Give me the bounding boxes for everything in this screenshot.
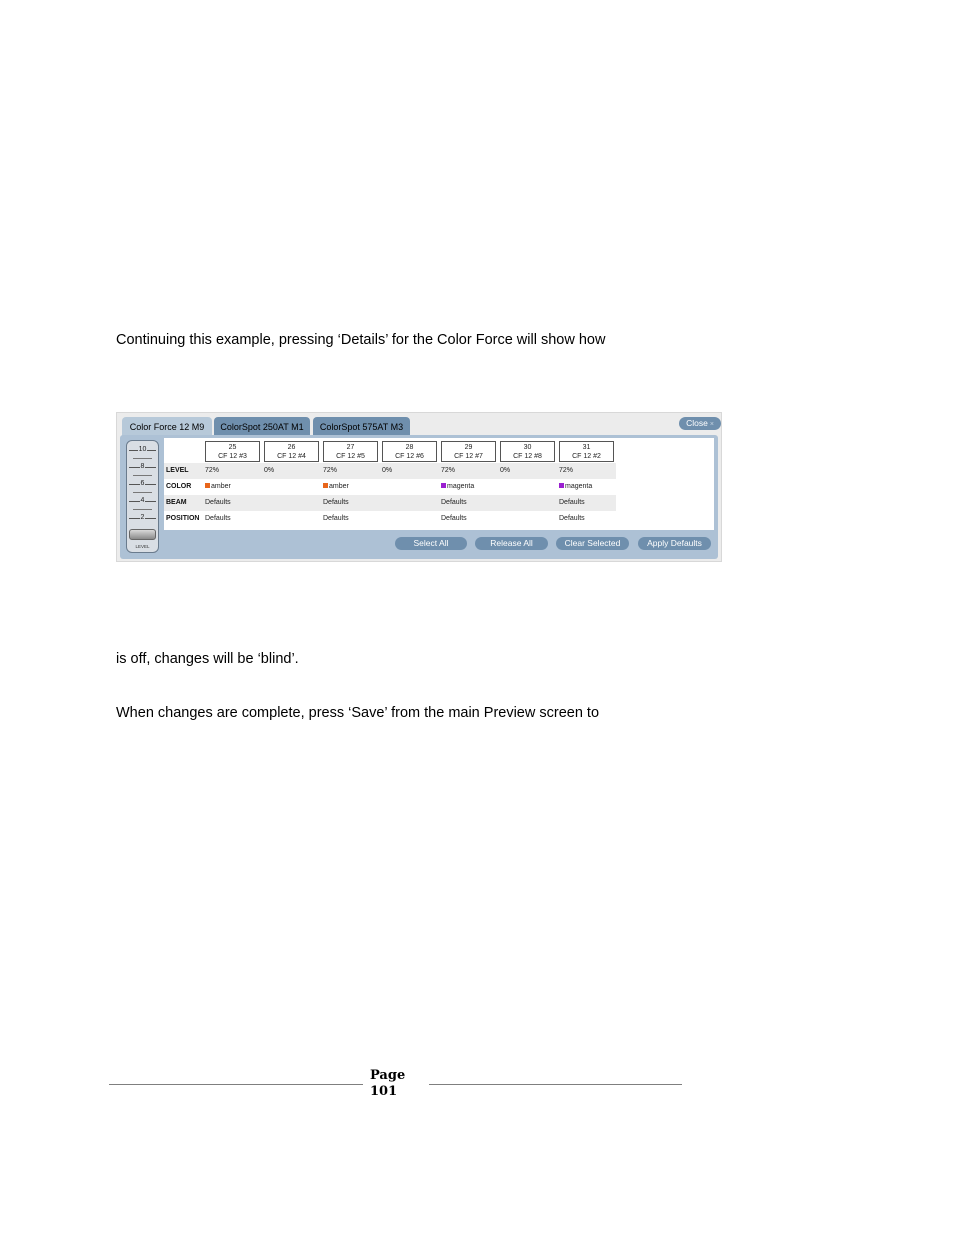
- clear-selected-button[interactable]: Clear Selected: [556, 537, 629, 550]
- details-inner-panel: [120, 435, 718, 559]
- color-value: [205, 479, 231, 495]
- channel-name: CF 12 #3: [218, 453, 247, 460]
- channel-number: 30: [523, 444, 532, 451]
- fader-label: LEVEL: [135, 544, 150, 549]
- channel-box-29[interactable]: [441, 441, 496, 462]
- channel-number: 31: [582, 444, 591, 451]
- color-value: [441, 479, 474, 495]
- channel-name: CF 12 #7: [454, 453, 483, 460]
- color-row: [164, 479, 616, 495]
- tab-colorspot-250at-m1[interactable]: ColorSpot 250AT M1: [214, 417, 310, 437]
- color-name: amber: [211, 483, 231, 490]
- level-value: 72%: [559, 467, 574, 474]
- channel-name: CF 12 #4: [277, 453, 306, 460]
- fader-tick-label: 10: [138, 446, 147, 453]
- page-number: [370, 1068, 405, 1100]
- page-label: Page: [370, 1068, 406, 1083]
- fader-tick-label: 2: [140, 514, 145, 521]
- channel-box-27[interactable]: [323, 441, 378, 462]
- channel-box-28[interactable]: [382, 441, 437, 462]
- paragraph-save: When changes are complete, press ‘Save’ from the main Preview screen to: [116, 705, 600, 721]
- fader-handle[interactable]: [129, 529, 156, 540]
- level-value: 0%: [500, 467, 511, 474]
- channel-box-31[interactable]: [559, 441, 614, 462]
- color-name: magenta: [565, 483, 593, 490]
- position-row: [164, 511, 616, 527]
- level-value: 72%: [441, 467, 456, 474]
- fader-tick-10: [129, 445, 156, 455]
- level-value: 0%: [264, 467, 275, 474]
- amber-swatch: [205, 483, 210, 488]
- level-fader[interactable]: [126, 440, 159, 553]
- channel-name: CF 12 #6: [395, 453, 424, 460]
- paragraph-blind: is off, changes will be ‘blind’.: [116, 651, 299, 667]
- color-value: [323, 479, 349, 495]
- color-name: amber: [329, 483, 349, 490]
- channel-grid: [164, 438, 714, 530]
- page-number-value: 101: [370, 1084, 398, 1099]
- fader-tick-label: 6: [140, 480, 145, 487]
- fader-tick-label: 8: [140, 463, 145, 470]
- fader-tick-4: [129, 496, 156, 506]
- channel-number: 25: [228, 444, 237, 451]
- position-value: Defaults: [323, 515, 349, 522]
- channel-number: 29: [464, 444, 473, 451]
- beam-value: Defaults: [323, 499, 349, 506]
- channel-box-26[interactable]: [264, 441, 319, 462]
- level-value: 72%: [205, 467, 220, 474]
- footer-rule-left: [109, 1084, 363, 1085]
- apply-defaults-button[interactable]: Apply Defaults: [638, 537, 711, 550]
- tab-colorspot-575at-m3[interactable]: ColorSpot 575AT M3: [313, 417, 410, 437]
- position-value: Defaults: [205, 515, 231, 522]
- position-value: Defaults: [559, 515, 585, 522]
- beam-row: [164, 495, 616, 511]
- channel-box-25[interactable]: [205, 441, 260, 462]
- close-icon: ×: [709, 421, 714, 428]
- level-value: 0%: [382, 467, 393, 474]
- paragraph-intro: Continuing this example, pressing ‘Details’ for the Color Force will show how: [116, 332, 606, 348]
- level-row: [164, 463, 616, 479]
- row-label-level: LEVEL: [166, 467, 189, 474]
- channel-name: CF 12 #8: [513, 453, 542, 460]
- color-name: magenta: [447, 483, 475, 490]
- channel-box-30[interactable]: [500, 441, 555, 462]
- details-panel-screenshot: [116, 412, 722, 562]
- fader-tick-label: 4: [140, 497, 145, 504]
- row-label-color: COLOR: [166, 483, 192, 490]
- magenta-swatch: [441, 483, 446, 488]
- select-all-button[interactable]: Select All: [395, 537, 467, 550]
- channel-name: CF 12 #2: [572, 453, 601, 460]
- row-label-position: POSITION: [166, 515, 200, 522]
- position-value: Defaults: [441, 515, 467, 522]
- beam-value: Defaults: [441, 499, 467, 506]
- channel-number: 26: [287, 444, 296, 451]
- amber-swatch: [323, 483, 328, 488]
- footer-rule-right: [429, 1084, 682, 1085]
- fader-tick-8: [129, 462, 156, 472]
- color-value: [559, 479, 592, 495]
- magenta-swatch: [559, 483, 564, 488]
- fader-tick-6: [129, 479, 156, 489]
- channel-name: CF 12 #5: [336, 453, 365, 460]
- level-value: 72%: [323, 467, 338, 474]
- beam-value: Defaults: [559, 499, 585, 506]
- tab-color-force-12-m9[interactable]: Color Force 12 M9: [122, 417, 212, 437]
- close-button[interactable]: [679, 417, 721, 430]
- release-all-button[interactable]: Release All: [475, 537, 548, 550]
- fader-tick-2: [129, 513, 156, 523]
- channel-number: 27: [346, 444, 355, 451]
- close-label: Close: [686, 418, 708, 428]
- row-label-beam: BEAM: [166, 499, 187, 506]
- channel-number: 28: [405, 444, 414, 451]
- beam-value: Defaults: [205, 499, 231, 506]
